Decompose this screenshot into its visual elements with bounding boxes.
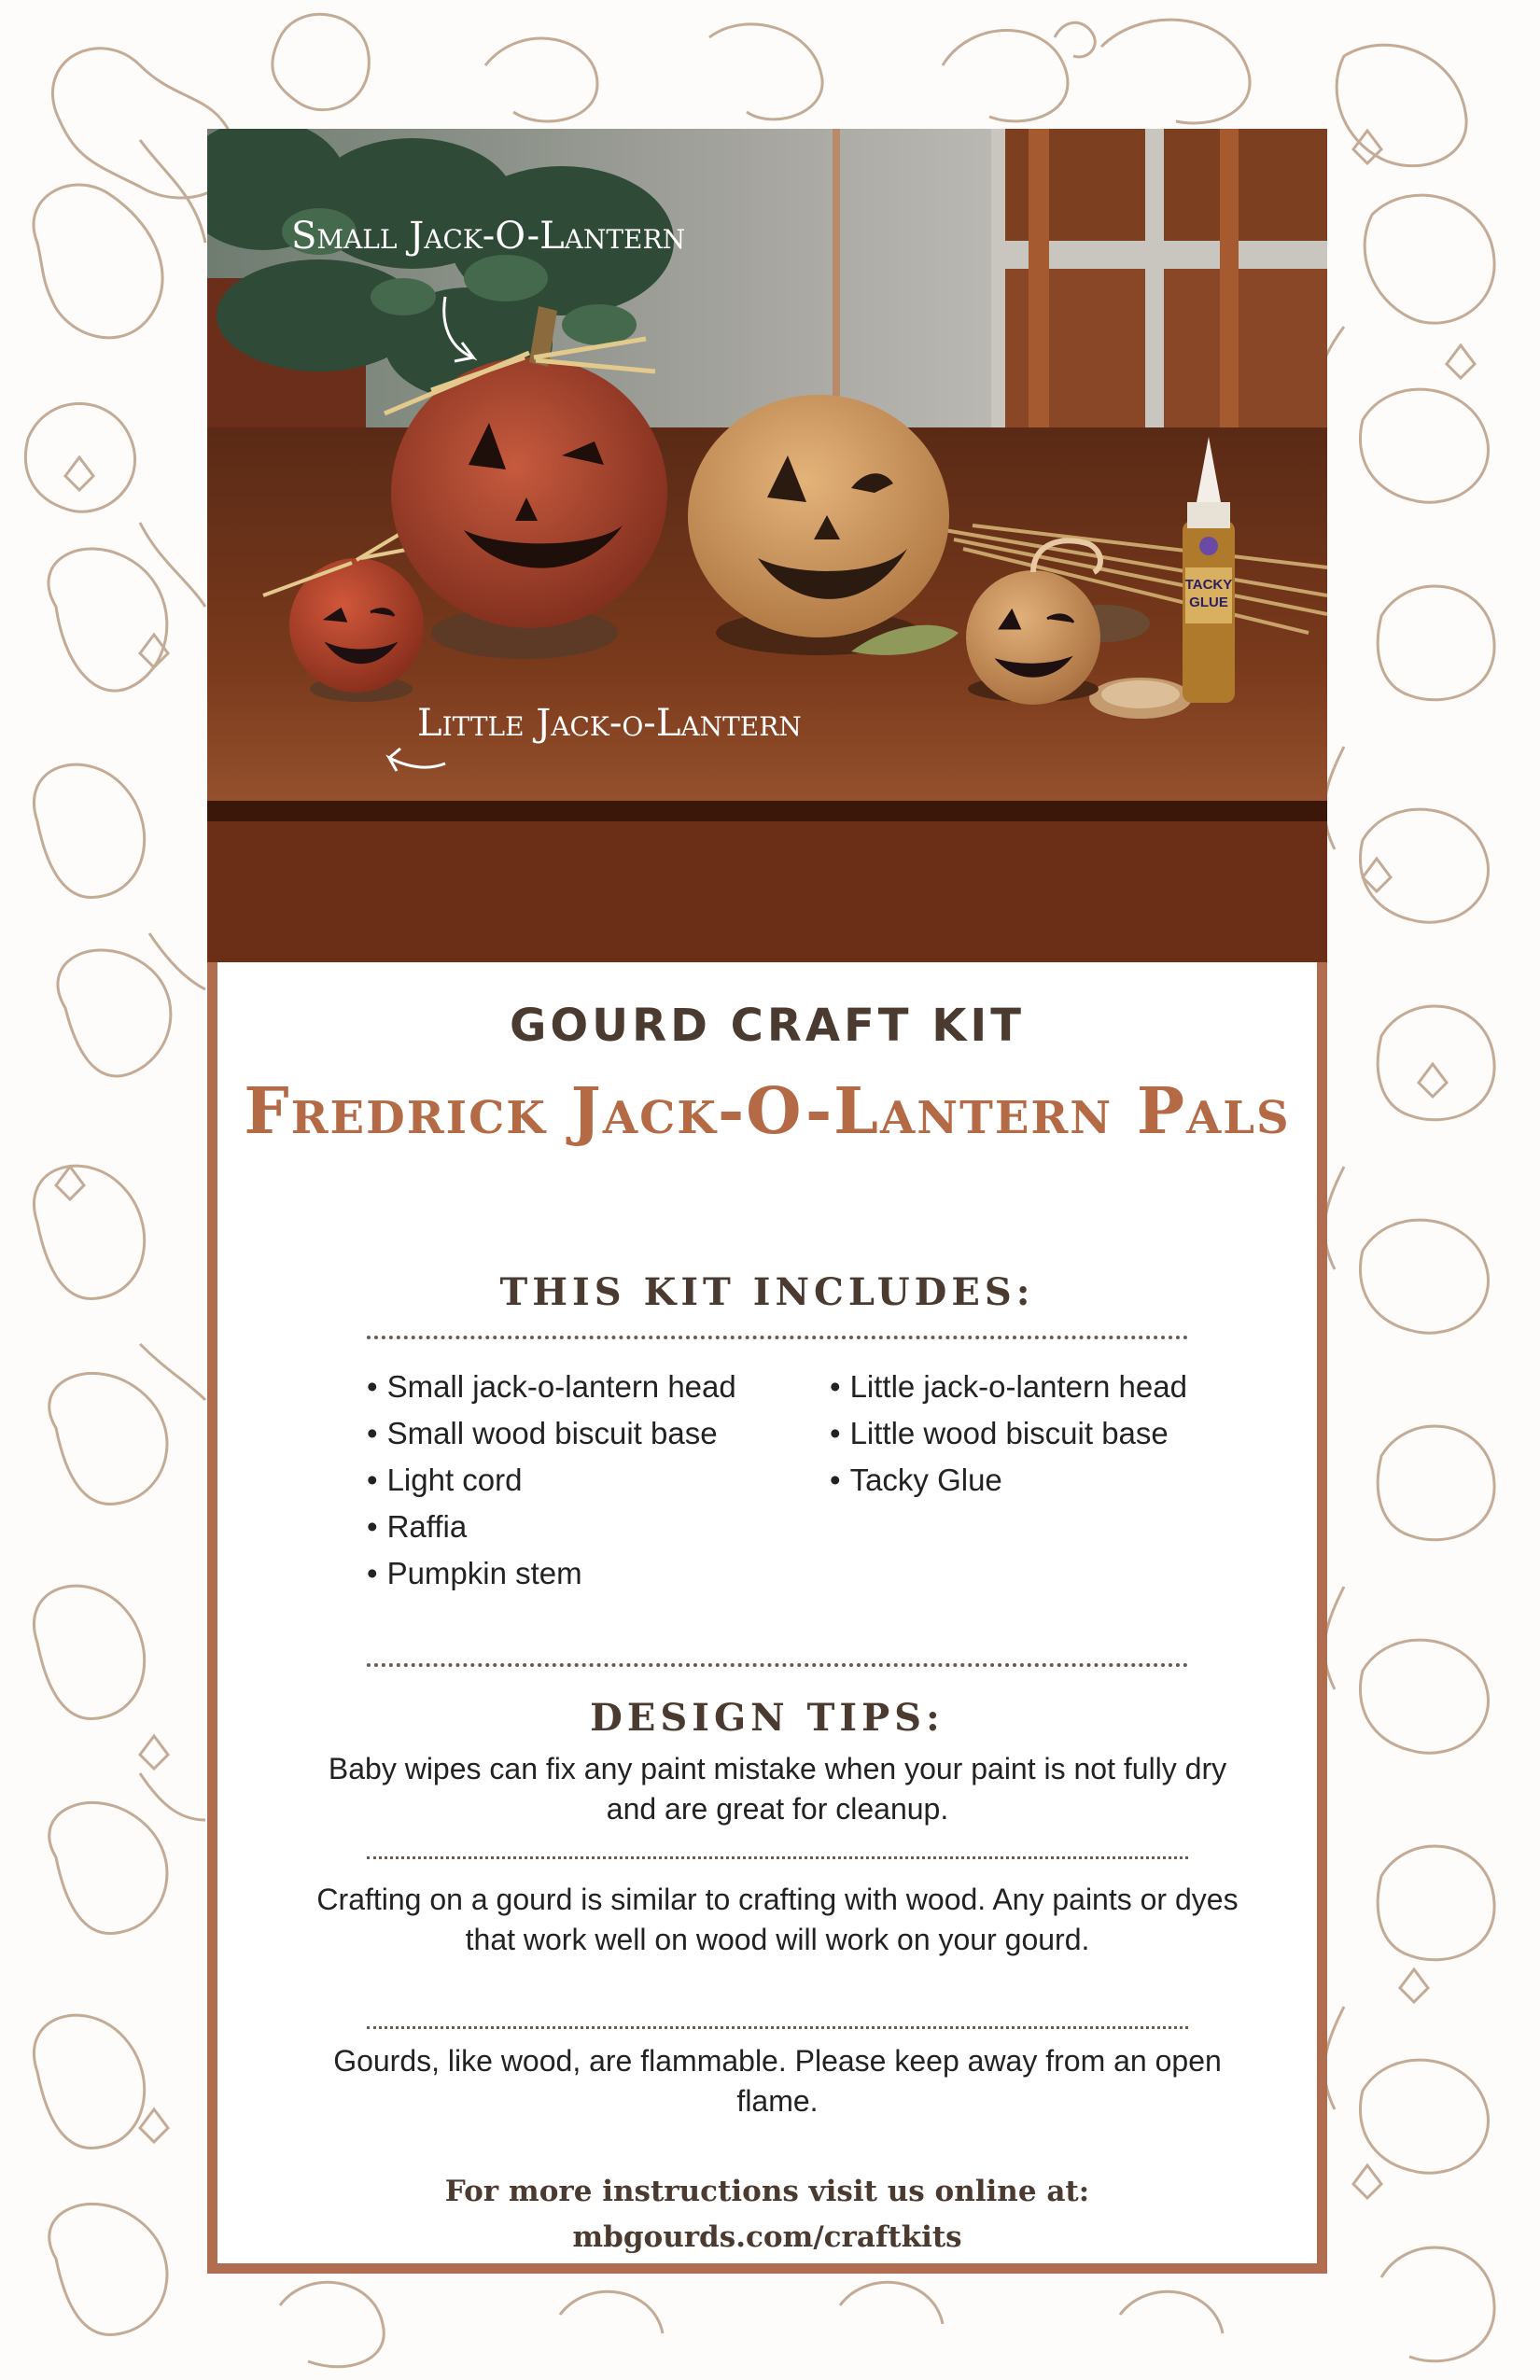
list-item: • Little jack-o-lantern head	[830, 1364, 1187, 1410]
footer-instructions: For more instructions visit us online at:	[444, 2175, 1090, 2208]
includes-heading: THIS KIT INCLUDES:	[499, 1270, 1035, 1314]
divider	[367, 1856, 1188, 1859]
tips-heading: DESIGN TIPS:	[590, 1696, 945, 1740]
design-tip: Crafting on a gourd is similar to crafting with wood. Any paints or dyes that work well on wood will work on your gourd.	[316, 1883, 1239, 1956]
list-item: • Raffia	[367, 1504, 736, 1550]
includes-list-right	[830, 1364, 1187, 1504]
kit-kicker: GOURD CRAFT KIT	[509, 1000, 1026, 1052]
glue-label-line2: GLUE	[1189, 595, 1228, 610]
caption-small-jack-o-lantern: Small Jack-O-Lantern	[291, 215, 686, 258]
divider	[367, 1336, 1188, 1339]
list-item: • Light cord	[367, 1457, 736, 1504]
product-photo	[207, 129, 1327, 962]
divider	[367, 1663, 1188, 1667]
list-item: • Tacky Glue	[830, 1457, 1187, 1504]
design-tip: Gourds, like wood, are flammable. Please keep away from an open flame.	[333, 2044, 1222, 2118]
footer-url[interactable]: mbgourds.com/craftkits	[572, 2220, 962, 2254]
design-tip: Baby wipes can fix any paint mistake when your paint is not fully dry and are great for cleanup.	[328, 1752, 1227, 1826]
includes-list-left	[367, 1364, 736, 1597]
divider	[367, 2026, 1188, 2029]
glue-label-line1: TACKY	[1184, 577, 1233, 593]
list-item: • Little wood biscuit base	[830, 1410, 1187, 1457]
list-item: • Small wood biscuit base	[367, 1410, 736, 1457]
list-item: • Pumpkin stem	[367, 1550, 736, 1597]
kit-info-card	[207, 962, 1327, 2274]
caption-little-jack-o-lantern: Little Jack-o-Lantern	[417, 702, 802, 745]
list-item: • Small jack-o-lantern head	[367, 1364, 736, 1410]
kit-title: Fredrick Jack-O-Lantern Pals	[244, 1074, 1291, 1149]
